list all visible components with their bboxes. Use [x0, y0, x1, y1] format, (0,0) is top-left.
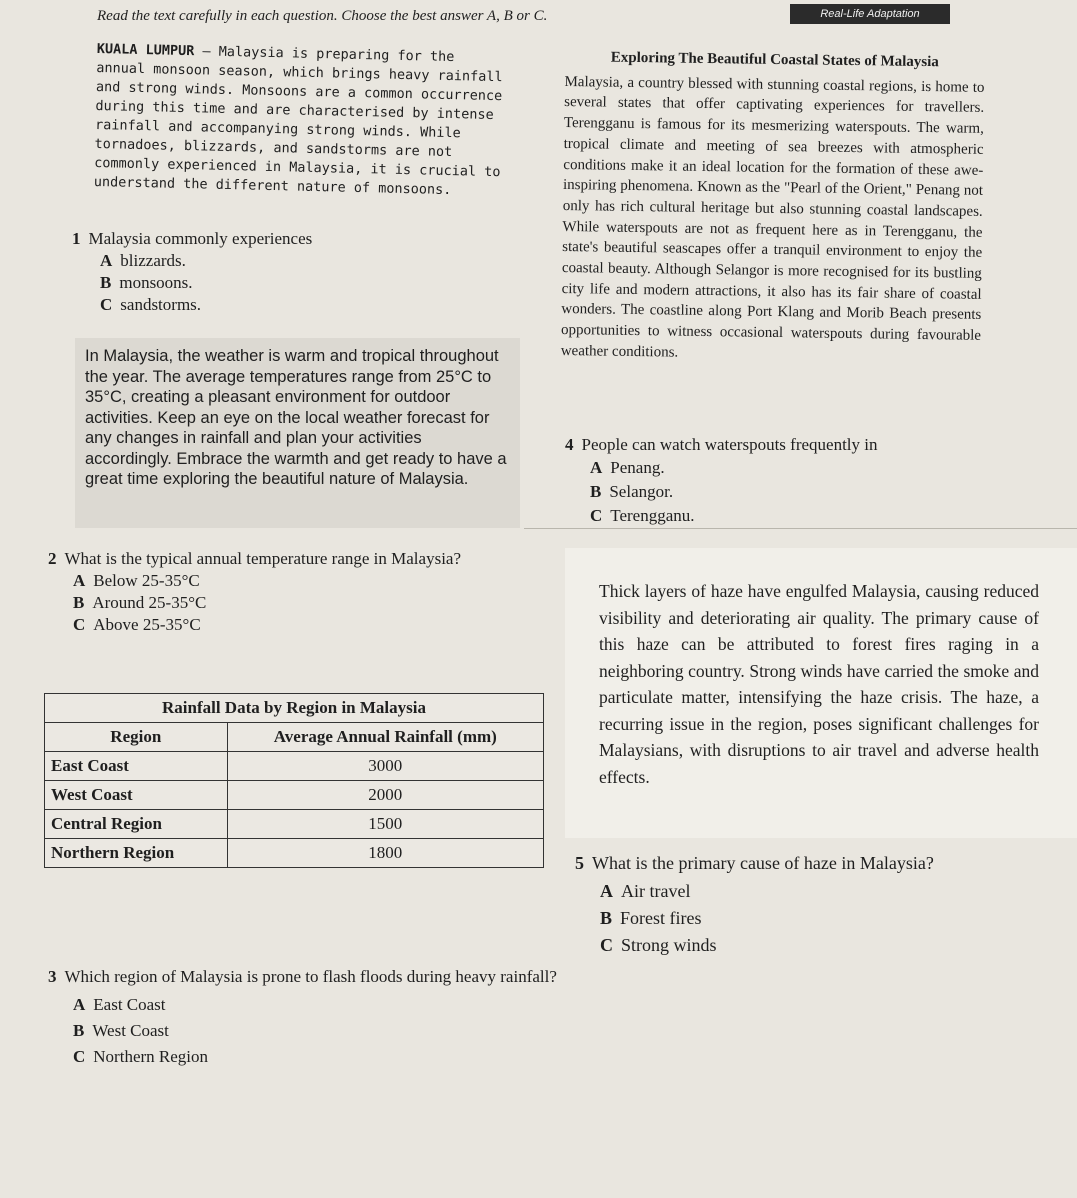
option-c[interactable]: C Terengganu. — [590, 506, 695, 525]
instructions: Read the text carefully in each question. Choose the best answer A, B or C. — [97, 8, 548, 24]
passage-title: Exploring The Beautiful Coastal States of Malaysia — [610, 49, 939, 71]
option-b[interactable]: B monsoons. — [100, 273, 193, 292]
question-stem: Malaysia commonly experiences — [88, 229, 313, 248]
question-number: 2 — [48, 549, 57, 568]
question-stem: Which region of Malaysia is prone to flash floods during heavy rainfall? — [64, 967, 557, 986]
option-c[interactable]: C Strong winds — [600, 935, 717, 955]
rainfall-table — [44, 693, 544, 868]
option-a[interactable]: A Penang. — [590, 458, 665, 477]
question-number: 3 — [48, 967, 57, 986]
passage-monsoon — [94, 40, 510, 201]
option-c[interactable]: C sandstorms. — [100, 295, 202, 314]
option-c[interactable]: C Northern Region — [73, 1047, 209, 1066]
question-4 — [565, 434, 1015, 528]
option-a[interactable]: A blizzards. — [100, 251, 186, 270]
table-title: Rainfall Data by Region in Malaysia — [45, 694, 544, 723]
question-stem: What is the primary cause of haze in Malaysia? — [592, 853, 934, 873]
passage-weather: In Malaysia, the weather is warm and tropical throughout the year. The average temperatures range from 25°C to 35°C, creating a pleasant environment for outdoor activities. Keep an eye on the local weather forecast for any changes in rainfall and plan your activities accordingly. Embrace the warmth and get ready to have a great time exploring the beautiful nature of Malaysia. — [75, 338, 520, 528]
passage-haze: Thick layers of haze have engulfed Malaysia, causing reduced visibility and deteriorating air quality. The primary cause of this haze can be attributed to forest fires raging in a neighboring country. Strong winds have carried the smoke and particulate matter, intensifying the haze crisis. The haze, a recurring issue in the region, poses significant challenges for Malaysians, with disruptions to air travel and adverse health effects. — [565, 548, 1077, 838]
table-row: Central Region 1500 — [45, 810, 544, 839]
option-a[interactable]: A Below 25-35°C — [73, 571, 200, 590]
option-c[interactable]: C Above 25-35°C — [73, 615, 201, 634]
divider — [524, 528, 1077, 529]
table-row: Northern Region 1800 — [45, 839, 544, 868]
option-b[interactable]: B Selangor. — [590, 482, 674, 501]
passage-monsoon-text: – Malaysia is preparing for the annual monsoon season, which brings heavy rainfall and strong winds. Monsoons are a common occurrence during this time and are characterised by intense rainfall and accompanying strong winds. While tornadoes, blizzards, and sandstorms are not commonly experienced in Malaysia, it is crucial to understand the different nature of monsoons. — [93, 43, 503, 199]
column-header-region: Region — [45, 723, 228, 752]
table-row: East Coast 3000 — [45, 752, 544, 781]
option-a[interactable]: A Air travel — [600, 881, 691, 901]
question-number: 5 — [575, 853, 584, 873]
option-b[interactable]: B Around 25-35°C — [73, 593, 207, 612]
question-number: 1 — [72, 229, 81, 248]
passage-coastal-states — [561, 47, 985, 367]
question-stem: What is the typical annual temperature range in Malaysia? — [64, 549, 462, 568]
question-number: 4 — [565, 435, 574, 454]
passage-body: Malaysia, a country blessed with stunning coastal regions, is home to several states that offer captivating experiences for travellers. Terengganu is famous for its mesmerizing waterspouts. The warm, tropical climate and meeting of sea breezes with atmospheric conditions make it an ideal location for the formation of these awe-inspiring phenomena. Known as the "Pearl of the Orient," Penang not only has rich cultural heritage but also stunning coastal landscapes. While waterspouts are not as frequent here as in Terengganu, the state's beautiful seascapes offer a tranquil environment to enjoy the coastal beauty. Although Selangor is more recognised for its bustling city life and modern attractions, it also has its fair share of coastal wonders. The coastline along Port Klang and Morib Beach presents opportunities to witness occasional waterspouts during favourable weather conditions. — [560, 73, 985, 361]
option-b[interactable]: B West Coast — [73, 1021, 169, 1040]
question-5 — [575, 852, 1075, 959]
real-life-banner: Real-Life Adaptation — [790, 4, 950, 24]
passage-monsoon-dateline: KUALA LUMPUR — [96, 40, 195, 60]
question-1 — [72, 228, 492, 316]
option-a[interactable]: A East Coast — [73, 995, 166, 1014]
option-b[interactable]: B Forest fires — [600, 908, 702, 928]
table-row: West Coast 2000 — [45, 781, 544, 810]
column-header-rainfall: Average Annual Rainfall (mm) — [227, 723, 543, 752]
question-stem: People can watch waterspouts frequently in — [581, 435, 878, 454]
question-3 — [48, 966, 568, 1070]
question-2 — [48, 548, 538, 636]
